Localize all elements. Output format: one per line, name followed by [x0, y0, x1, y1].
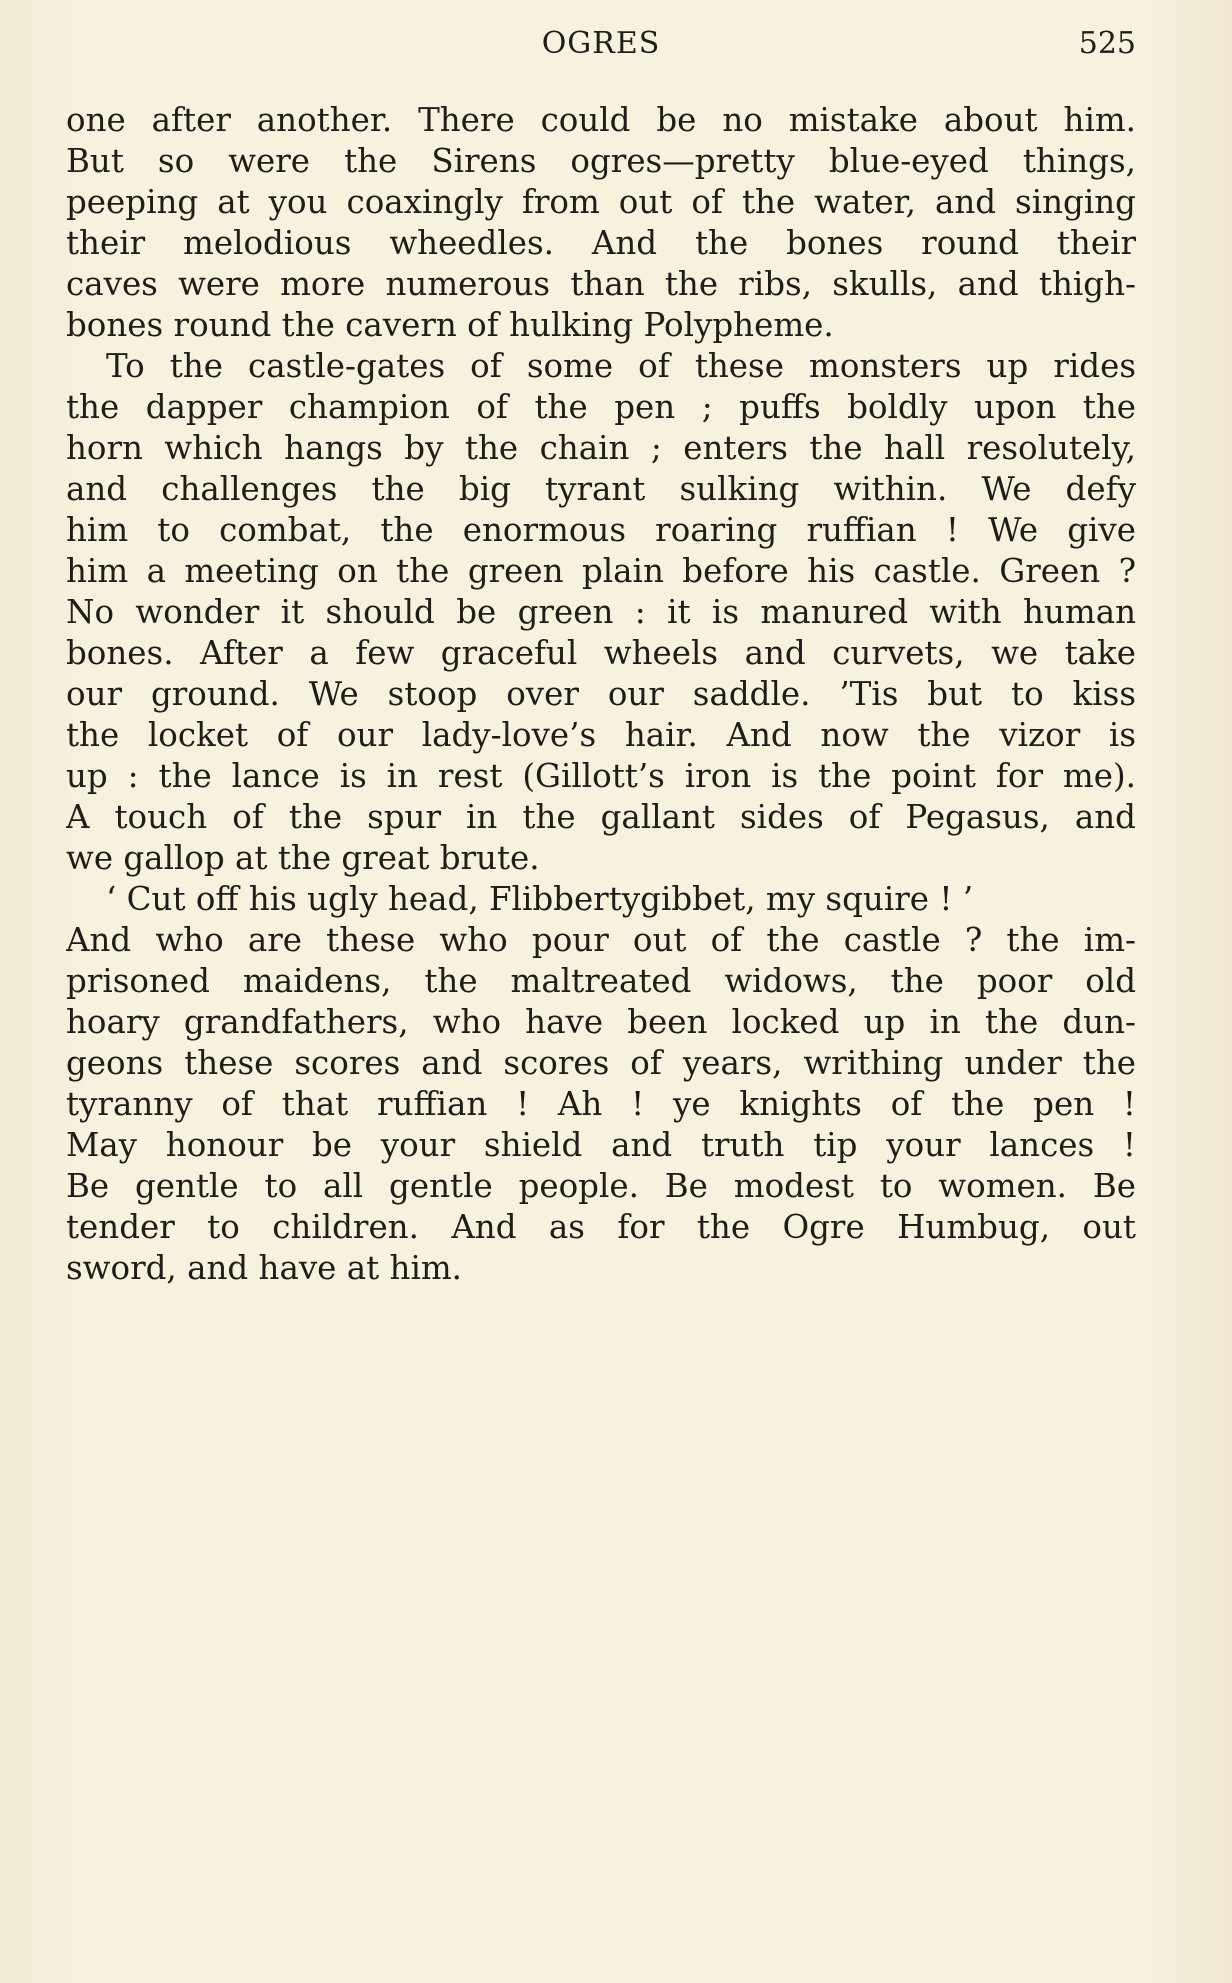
running-title: OGRES	[541, 26, 661, 61]
text-line: bones round the cavern of hulking Polypheme.	[66, 306, 834, 344]
text-line: their melodious wheedles. And the bones round their	[66, 224, 1136, 262]
running-head	[66, 26, 1136, 66]
text-line: sword, and have at him.	[66, 1249, 462, 1287]
text-line: the dapper champion of the pen ; puffs boldly upon the	[66, 388, 1136, 426]
text-line: our ground. We stoop over our saddle. ’Tis but to kiss	[66, 675, 1136, 713]
text-line: A touch of the spur in the gallant sides of Pegasus, and	[66, 798, 1136, 836]
text-line: tender to children. And as for the Ogre Humbug, out	[66, 1208, 1136, 1246]
text-line: ‘ Cut off his ugly head, Flibbertygibbet, my squire ! ’	[106, 880, 974, 918]
text-line: prisoned maidens, the maltreated widows, the poor old	[66, 962, 1136, 1000]
text-line: horn which hangs by the chain ; enters the hall resolutely,	[66, 429, 1136, 467]
text-line: To the castle-gates of some of these monsters up rides	[106, 347, 1136, 385]
text-line: tyranny of that ruffian ! Ah ! ye knights of the pen !	[66, 1085, 1136, 1123]
text-line: caves were more numerous than the ribs, skulls, and thigh-	[66, 265, 1136, 303]
text-line: Be gentle to all gentle people. Be modest to women. Be	[66, 1167, 1136, 1205]
text-line: hoary grandfathers, who have been locked up in the dun-	[66, 1003, 1136, 1041]
text-line: the locket of our lady-love’s hair. And now the vizor is	[66, 716, 1136, 754]
text-line: bones. After a few graceful wheels and curvets, we take	[66, 634, 1136, 672]
body-text	[66, 100, 1136, 1289]
text-line: peeping at you coaxingly from out of the water, and singing	[66, 183, 1136, 221]
text-line: him a meeting on the green plain before his castle. Green ?	[66, 552, 1136, 590]
text-line: and challenges the big tyrant sulking within. We defy	[66, 470, 1136, 508]
text-line: geons these scores and scores of years, writhing under the	[66, 1044, 1136, 1082]
page-number: 525	[1078, 26, 1136, 61]
text-line: But so were the Sirens ogres—pretty blue-eyed things,	[66, 142, 1136, 180]
text-line: we gallop at the great brute.	[66, 839, 540, 877]
text-line: him to combat, the enormous roaring ruffian ! We give	[66, 511, 1136, 549]
text-line: one after another. There could be no mistake about him.	[66, 101, 1136, 139]
text-line: May honour be your shield and truth tip your lances !	[66, 1126, 1136, 1164]
text-line: And who are these who pour out of the castle ? the im-	[66, 921, 1136, 959]
text-line: No wonder it should be green : it is manured with human	[66, 593, 1136, 631]
text-line: up : the lance is in rest (Gillott’s iron is the point for me).	[66, 757, 1136, 795]
